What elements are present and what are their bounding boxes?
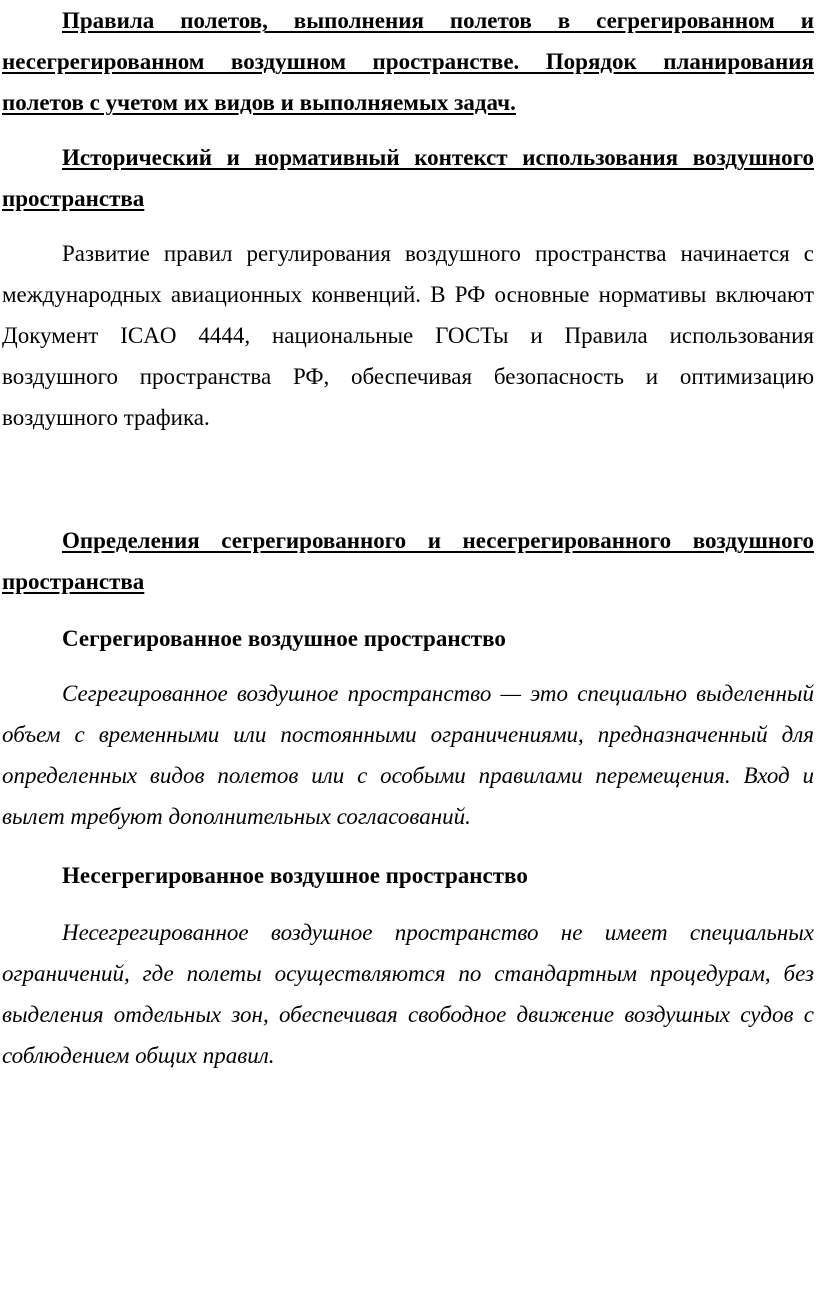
- section-heading-history: Исторический и нормативный контекст использования воздушного пространства: [2, 145, 814, 211]
- paragraph-segregated: Сегрегированное воздушное пространство — это специально выделенный объем с временными или постоянными ограничениями, предназначенный для определенных видов полетов или с особыми правилами перемещения. Вход и вылет требуют дополнительных согласований.: [2, 681, 814, 829]
- subheading-non-segregated: Несегрегированное воздушное пространство: [62, 863, 528, 888]
- paragraph-history: Развитие правил регулирования воздушного пространства начинается с международных авиационных конвенций. В РФ основные нормативы включают Документ ICAO 4444, национальные ГОСТы и Правила использования воздушного пространства РФ, обеспечивая безопасность и оптимизацию воздушного трафика.: [2, 241, 814, 430]
- subheading-segregated: Сегрегированное воздушное пространство: [62, 626, 506, 651]
- paragraph-non-segregated: Несегрегированное воздушное пространство не имеет специальных ограничений, где полеты осуществляются по стандартным процедурам, без выделения отдельных зон, обеспечивая свободное движение воздушных судов с соблюдением общих правил.: [2, 920, 814, 1068]
- section-heading-definitions: Определения сегрегированного и несегрегированного воздушного пространства: [2, 528, 814, 594]
- document-title: Правила полетов, выполнения полетов в сегрегированном и несегрегированном воздушном пространстве. Порядок планирования полетов с учетом их видов и выполняемых задач.: [2, 8, 814, 115]
